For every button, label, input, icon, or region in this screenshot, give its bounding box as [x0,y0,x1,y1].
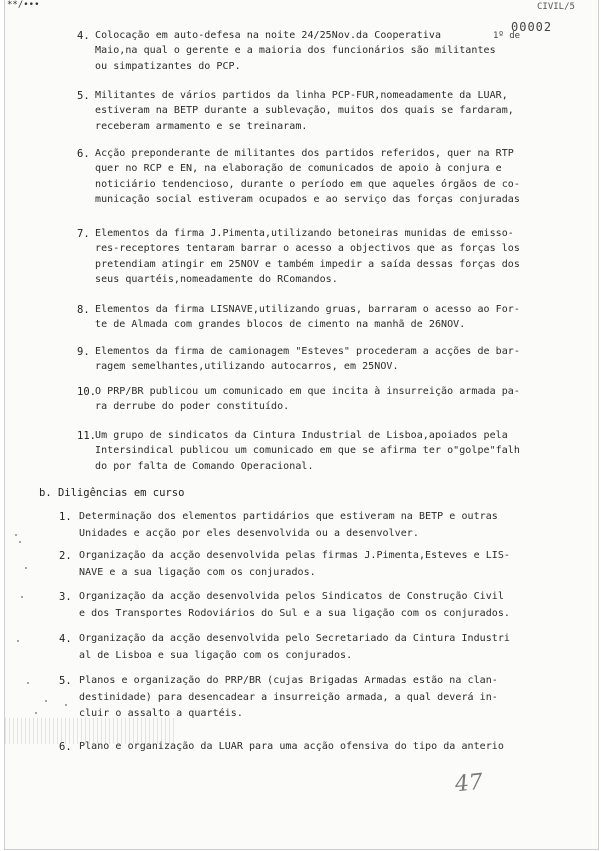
item-text-line: ou simpatizantes do PCP. [95,60,241,72]
item-text-line: Militantes de vários partidos da linha PCP-FUR,nomeadamente da LUAR, [95,90,508,101]
item-text-line: ragem semelhantes,utilizando autocarros, em 25NOV. [95,361,399,373]
reference-code: CIVIL/5 [537,2,575,12]
item-text-line: Acção preponderante de militantes dos partidos referidos, quer na RTP [95,148,514,159]
scan-speck [65,704,67,706]
header-mark: **/••• [7,0,40,10]
item-text-line: quer no RCP e EN, na elaboração de comunicados de apoio à conjura e [95,163,502,175]
item-text-line: estiveram na BETP durante a sublevação, muitos dos quais se fardaram, [95,105,514,117]
item-number: 2. [59,550,72,562]
scan-speck [25,567,27,569]
item-text-line: municação social estiveram ocupados e ao serviço das forças conjuradas [95,193,520,205]
item-text-line: noticiário tendencioso, durante o período em que aqueles órgãos de co- [95,178,520,190]
item-number: 8. [77,304,90,316]
item-number: 7. [77,228,90,240]
scan-speck [21,596,23,598]
item-text-line: NAVE e a sua ligação com os conjurados. [79,566,316,578]
scan-speck [27,682,29,684]
scan-speck [17,640,19,642]
item-text-line: Organização da acção desenvolvida pelas firmas J.Pimenta,Esteves e LIS- [79,550,511,561]
scan-noise [5,718,175,744]
item-number: 5. [77,90,90,102]
stamp-note: 1º de [493,31,521,41]
item-text-line: ra derrube do poder constituído. [95,401,290,413]
item-text-line: al de Lisboa e sua ligação com os conjurados. [79,649,353,661]
item-text-line: Colocação em auto-defesa na noite 24/25Nov.da Cooperativa [95,30,442,41]
item-text-line: Organização da acção desenvolvida pelo Secretariado da Cintura Industri [79,633,511,644]
item-text-line: Elementos da firma LISNAVE,utilizando gruas, barraram o acesso ao For- [95,304,520,315]
item-text-line: Plano e organização da LUAR para uma acção ofensiva do tipo da anterio [79,741,504,752]
item-number: 9. [77,346,90,358]
scan-speck [19,541,21,543]
item-text-line: O PRP/BR publicou um comunicado em que incita à insurreição armada pa- [95,386,520,397]
item-text-line: receberam armamento e se treinaram. [95,120,308,132]
scan-speck [45,700,47,702]
item-text-line: Unidades e acção por eles desenvolvida ou a desenvolver. [79,527,419,539]
item-text-line: Elementos da firma de camionagem "Esteves" procederam a acções de bar- [95,346,520,357]
item-number: 4. [59,633,72,645]
item-number: 11. [77,430,96,442]
item-number: 1. [59,511,72,523]
item-number: 6. [77,148,90,160]
item-number: 6. [59,741,72,753]
item-text-line: Maio,na qual o gerente e a maioria dos funcionários são militantes [95,45,496,57]
item-number: 3. [59,591,72,603]
section-b-title: b. Diligências em curso [39,487,185,499]
item-text-line: Planos e organização do PRP/BR (cujas Brigadas Armadas estão na clan- [79,675,498,686]
item-text-line: te de Almada com grandes blocos de cimento na manhã de 26NOV. [95,319,466,331]
item-text-line: Organização da acção desenvolvida pelos Sindicatos de Construção Civil [79,591,504,602]
item-text-line: pretendiam atingir em 25NOV e também impedir a saída dessas forças dos [95,258,520,270]
item-text-line: do por falta de Comando Operacional. [95,460,314,472]
item-text-line: Intersindical publicou um comunicado em que se afirma ter o"golpe"falh [95,445,520,457]
scan-speck [35,712,37,714]
scan-speck [15,534,17,536]
item-text-line: e dos Transportes Rodoviários do Sul e a sua ligação com os conjurados. [79,607,511,619]
document-stamp-number: 00002 [511,20,553,34]
item-number: 10. [77,386,96,398]
item-text-line: Elementos da firma J.Pimenta,utilizando betoneiras munidas de emisso- [95,228,514,239]
document-page [4,0,599,850]
item-text-line: destinidade) para desencadear a insurreição armada, a qual deverá in- [79,691,498,703]
item-text-line: res-receptores tentaram barrar o acesso a objectivos que as forças los [95,243,520,255]
item-text-line: cluir o assalto a quartéis. [79,708,243,719]
item-number: 4. [77,30,90,42]
item-text-line: Determinação dos elementos partidários que estiveram na BETP e outras [79,511,498,522]
item-number: 5. [59,675,72,687]
item-text-line: Um grupo de sindicatos da Cintura Industrial de Lisboa,apoiados pela [95,430,508,441]
item-text-line: seus quartéis,nomeadamente do RComandos. [95,273,338,285]
handwritten-page-number: 47 [453,769,485,798]
